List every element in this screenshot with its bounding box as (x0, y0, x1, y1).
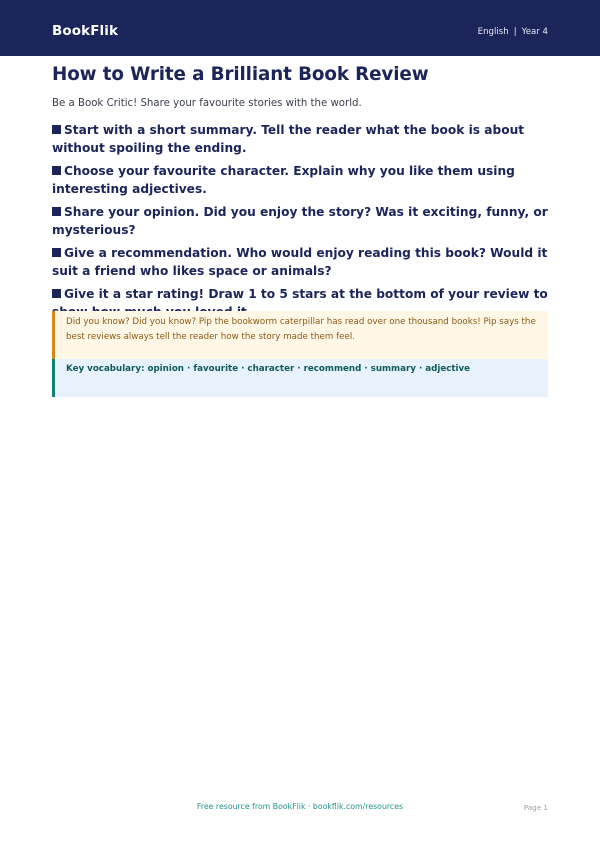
year-label: Year 4 (521, 27, 548, 37)
steps-list (52, 121, 552, 326)
square-bullet-icon (52, 207, 61, 216)
step-text: Give a recommendation. Who would enjoy reading this book? Would it suit a friend who likes space or animals? (52, 246, 548, 278)
vocab-text: Key vocabulary: opinion · favourite · character · recommend · summary · adjective (66, 364, 471, 374)
step-text: Give it a star rating! Draw 1 to 5 stars at the bottom of your review to (64, 287, 548, 301)
page-number: Page 1 (523, 803, 548, 812)
square-bullet-icon (52, 289, 61, 298)
vocabulary-box (52, 359, 548, 397)
list-item (52, 244, 552, 280)
separator: | (513, 27, 517, 37)
subject-label: English (477, 27, 509, 37)
list-item (52, 121, 552, 157)
step-text: Start with a short summary. Tell the reader what the book is about without spoiling the ending. (52, 123, 525, 155)
step-text: Share your opinion. Did you enjoy the story? Was it exciting, funny, or mysterious? (52, 205, 548, 237)
square-bullet-icon (52, 248, 61, 257)
intro-text: Be a Book Critic! Share your favourite stories with the world. (52, 98, 362, 109)
fact-text: Did you know? Did you know? Pip the bookworm caterpillar has read over one thousand books! Pip says the best reviews always tell the reader how the story made them feel. (66, 317, 536, 342)
subject-year-label (478, 27, 548, 37)
page-title: How to Write a Brilliant Book Review (52, 64, 429, 85)
brand-logo[interactable]: BookFlik (52, 23, 119, 39)
list-item (52, 162, 552, 198)
step-text: Choose your favourite character. Explain why you like them using interesting adjectives. (52, 164, 515, 196)
list-item (52, 203, 552, 239)
did-you-know-box (52, 311, 548, 359)
square-bullet-icon (52, 125, 61, 134)
square-bullet-icon (52, 166, 61, 175)
page-header (0, 0, 600, 56)
footer-link[interactable]: Free resource from BookFlik · bookflik.com/resources (196, 802, 404, 811)
